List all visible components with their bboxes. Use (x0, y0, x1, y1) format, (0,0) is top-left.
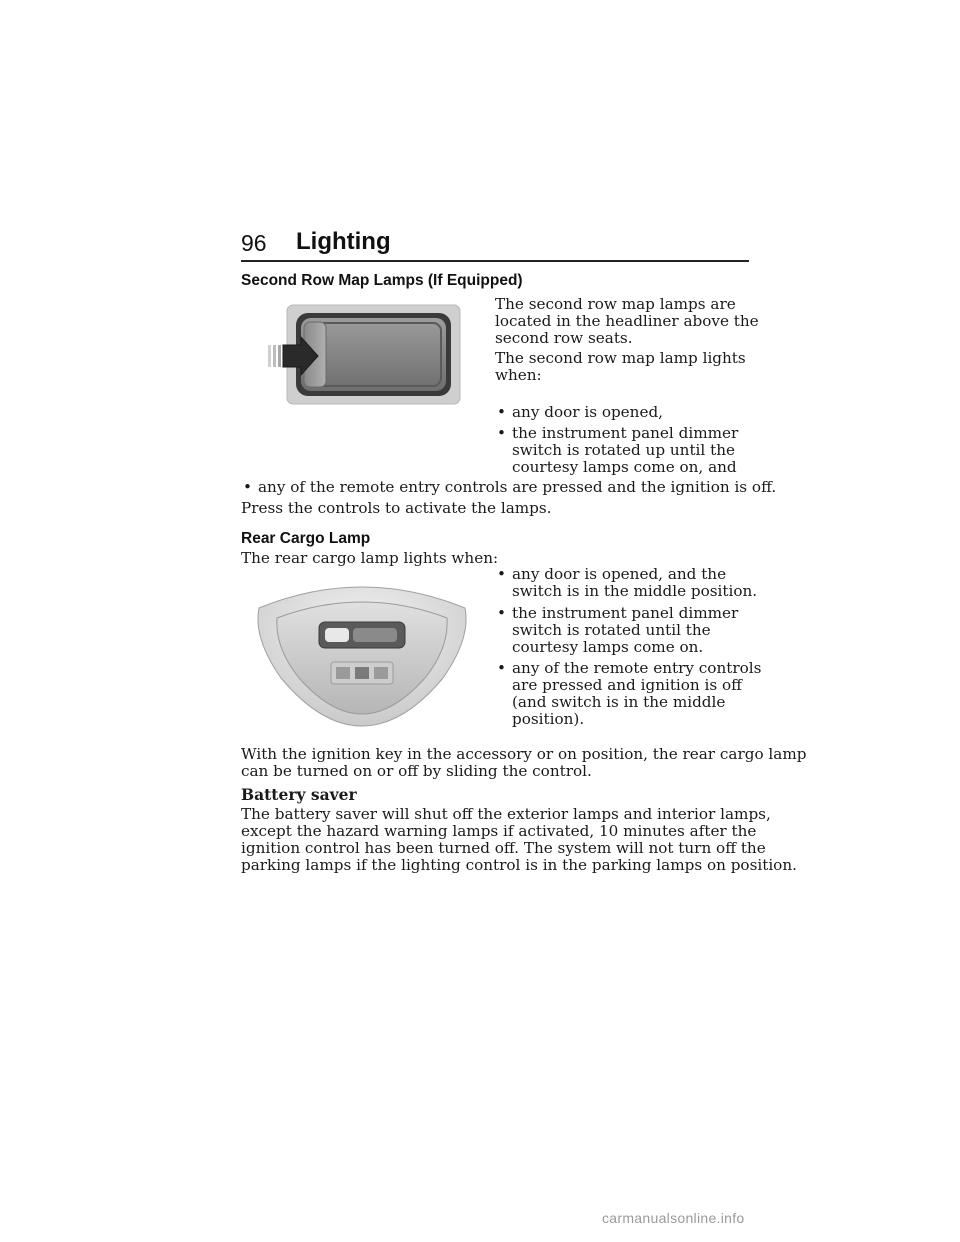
map-lamps-when: The second row map lamp lights when: (495, 349, 746, 384)
watermark: carmanualsonline.info (602, 1210, 745, 1226)
header-rule (241, 260, 749, 262)
page-number: 96 (241, 230, 267, 256)
bullet-icon: • (497, 659, 506, 677)
rear-cargo-control-info: With the ignition key in the accessory or on position, the rear cargo lamp can be turned on or off by sliding the control. (241, 745, 807, 780)
list-item: • the instrument panel dimmer switch is rotated up until the courtesy lamps come on, and (497, 424, 739, 476)
list-item: • any door is opened, and the switch is in the middle position. (497, 565, 758, 600)
rear-cargo-intro: The rear cargo lamp lights when: (241, 549, 499, 567)
list-item: • the instrument panel dimmer switch is rotated until the courtesy lamps come on. (497, 604, 739, 656)
section-heading-battery-saver: Battery saver (241, 785, 357, 804)
section-heading-map-lamps: Second Row Map Lamps (If Equipped) (241, 272, 523, 289)
bullet-icon: • (243, 478, 252, 496)
list-item: • any door is opened, (497, 403, 663, 421)
battery-saver-text: The battery saver will shut off the exterior lamps and interior lamps, except the hazard warning lamps if activated, 10 minutes after the ignition control has been turned off. The system will not turn off the parking lamps if the lighting control is in the parking lamps on position. (241, 805, 797, 874)
bullet-icon: • (497, 565, 506, 583)
bullet-icon: • (497, 604, 506, 622)
map-lamps-location: The second row map lamps are located in the headliner above the second row seats. (495, 295, 759, 347)
bullet-icon: • (497, 424, 506, 442)
list-item: • any of the remote entry controls are pressed and ignition is off (and switch is in the middle position). (497, 659, 762, 728)
map-lamps-instruction: Press the controls to activate the lamps. (241, 499, 552, 517)
cargo-lamp-illustration (253, 578, 471, 728)
map-lamp-switch-illustration (268, 304, 463, 406)
chapter-title: Lighting (296, 228, 391, 255)
bullet-icon: • (497, 403, 506, 421)
list-item: • any of the remote entry controls are pressed and the ignition is off. (243, 478, 777, 496)
section-heading-rear-cargo: Rear Cargo Lamp (241, 530, 371, 547)
